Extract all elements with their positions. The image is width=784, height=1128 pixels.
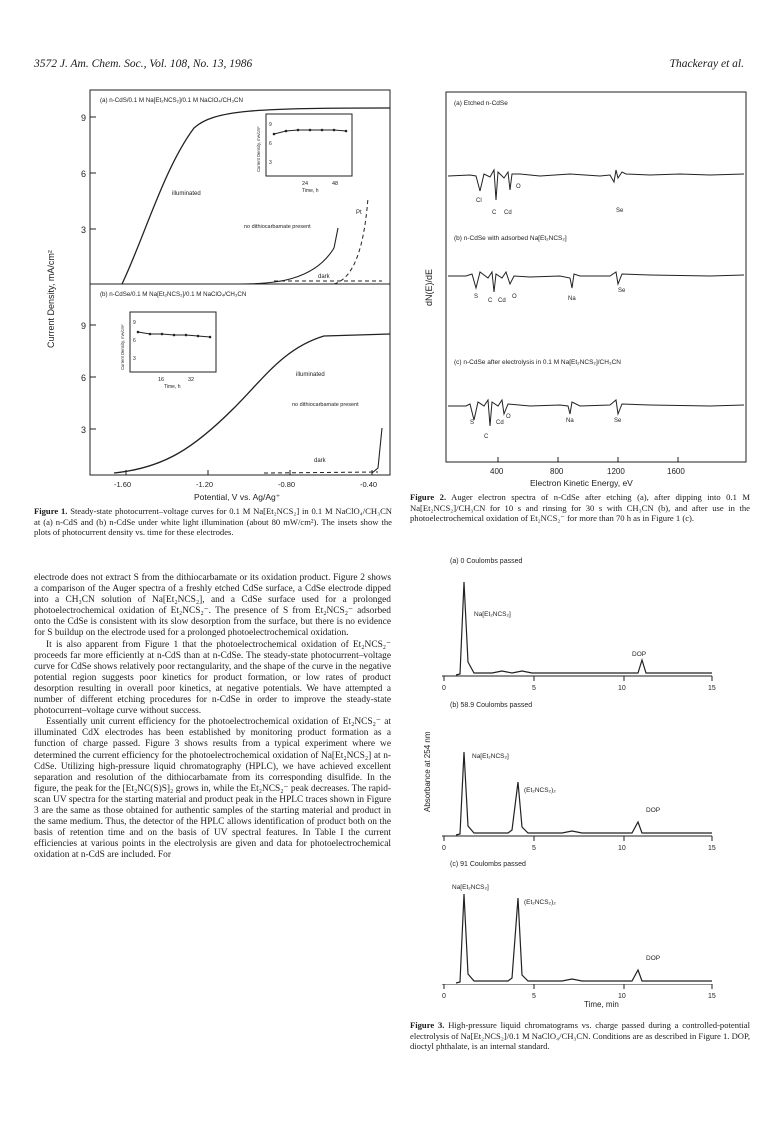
fig2b-peak-c: C bbox=[488, 298, 493, 304]
fig2a-peak-cd: Cd bbox=[504, 210, 512, 216]
fig1-ylabel: Current Density, mA/cm² bbox=[46, 250, 56, 348]
fig1b-label-no-dtc: no dithiocarbamate present bbox=[292, 402, 359, 408]
figure-2 bbox=[410, 88, 750, 488]
figure-2-caption bbox=[410, 492, 750, 524]
fig1a-label-dark: dark bbox=[318, 274, 330, 280]
running-header-right: Thackeray et al. bbox=[669, 58, 744, 70]
fig3c-label-dop: DOP bbox=[646, 955, 661, 962]
fig1a-label-pt: Pt bbox=[356, 210, 362, 216]
fig2a-peak-cl: Cl bbox=[476, 198, 482, 204]
fig1a-ytick: 6 bbox=[81, 169, 87, 179]
inset-b-ylabel: Current Density, mA/cm² bbox=[120, 324, 125, 370]
figure-3-caption bbox=[410, 1020, 750, 1052]
fig1-xtick: -1.60 bbox=[114, 480, 132, 489]
fig3c-label-na: Na[Et₂NCS₂] bbox=[452, 884, 489, 891]
fig2-xlabel: Electron Kinetic Energy, eV bbox=[530, 478, 633, 488]
inset-b-ytick: 6 bbox=[133, 338, 136, 344]
caption-label: Figure 2. bbox=[410, 492, 447, 502]
fig3b-xtick: 10 bbox=[618, 845, 626, 852]
fig3a-xtick: 0 bbox=[442, 685, 446, 692]
fig3a-label-dop: DOP bbox=[632, 651, 647, 658]
inset-b-xtick: 32 bbox=[188, 377, 195, 383]
fig2-xtick: 800 bbox=[550, 467, 564, 476]
fig3b-xtick: 15 bbox=[708, 845, 716, 852]
fig1a-label-illuminated: illuminated bbox=[172, 191, 201, 197]
fig3a-xtick: 10 bbox=[618, 685, 626, 692]
inset-a-ylabel: Current Density, mA/cm² bbox=[256, 126, 261, 172]
fig2c-peak-na: Na bbox=[566, 418, 574, 424]
body-text bbox=[34, 573, 391, 861]
fig3-xlabel: Time, min bbox=[584, 1000, 619, 1008]
paragraph: Essentially unit current efficiency for the photoelectrochemical oxidation of Et₂NCS₂⁻ at illuminated CdX electrodes has been established by monitoring product formation as a function of charge passed. Figure 3 shows results from a typical experiment where we determined the current efficiency for the photoelectrochemical oxidation of Na[Et₂NCS₂] at n-CdSe. Utilizing high-pressure liquid chromatography (HPLC), we have achieved excellent separation and resolution of the dithiocarbamate from its corresponding disulfide. In the figure, the peak for the [Et₂NC(S)S]₂ grows in, while the Et₂NCS₂⁻ peak decreases. The rapid-scan UV spectra for the starting material and product peak in the HPLC traces shown in Figure 3 are the same as those obtained for authentic samples of the starting material and product in the same medium. Thus, the detector of the HPLC allows identification of product both on the basis of retention time and on the basis of UV spectral features. In Table I the current efficiencies at various points in the electrolysis are given and data for photoelectrochemical oxidation at n-CdS are included. For bbox=[34, 717, 391, 861]
running-header-left: 3572 J. Am. Chem. Soc., Vol. 108, No. 13, 1986 bbox=[34, 58, 253, 70]
fig2b-peak-cd: Cd bbox=[498, 298, 506, 304]
fig3b-label-dimer: (Et₂NCS₂)₂ bbox=[524, 787, 556, 794]
fig1b-ytick: 6 bbox=[81, 373, 87, 383]
caption-text: Auger electron spectra of n-CdSe after etching (a), after dipping into 0.1 M Na[Et₂NCS₂]/CH₃CN for 10 s and rinsing for 30 s with CH₃CN (b), and after use in the photoelectrochemical oxidation of Et₂NCS₂⁻ for more than 70 h as in Figure 1 (c). bbox=[410, 492, 751, 524]
fig1a-ytick: 9 bbox=[81, 113, 87, 123]
fig1b-title: (b) n-CdSe/0.1 M Na[Et₂NCS₂]/0.1 M NaClO₄/CH₃CN bbox=[100, 291, 247, 298]
fig2c-peak-o: O bbox=[506, 414, 511, 420]
fig2a-peak-se: Se bbox=[616, 208, 624, 214]
fig3-ylabel: Absorbance at 254 nm bbox=[423, 731, 432, 812]
fig2-xtick: 400 bbox=[490, 467, 504, 476]
fig3c-xtick: 0 bbox=[442, 993, 446, 1000]
fig1b-label-illuminated: illuminated bbox=[296, 372, 325, 378]
fig2-xtick: 1200 bbox=[607, 467, 625, 476]
fig1a-label-no-dtc: no dithiocarbamate present bbox=[244, 224, 311, 230]
fig1-xtick: -1.20 bbox=[196, 480, 214, 489]
fig3b-label-dop: DOP bbox=[646, 807, 661, 814]
fig3b-label-na: Na[Et₂NCS₂] bbox=[472, 753, 509, 760]
inset-b-xtick: 16 bbox=[158, 377, 165, 383]
fig2c-peak-cd: Cd bbox=[496, 420, 504, 426]
figure-3 bbox=[412, 552, 752, 992]
fig3a-xtick: 15 bbox=[708, 685, 716, 692]
fig2-trace-a-title: (a) Etched n-CdSe bbox=[454, 100, 508, 107]
inset-a-xlabel: Time, h bbox=[302, 188, 319, 194]
fig3a-label-na: Na[Et₂NCS₂] bbox=[474, 611, 511, 618]
fig2b-peak-na: Na bbox=[568, 296, 576, 302]
inset-a-xtick: 48 bbox=[332, 181, 339, 187]
fig2b-peak-s: S bbox=[474, 294, 479, 300]
fig2c-peak-s: S bbox=[470, 420, 475, 426]
caption-text: High-pressure liquid chromatograms vs. charge passed during a controlled-potential electrolysis of Na[Et₂NCS₂]/0.1 M NaClO₄/CH₃CN. Conditions are as described in Figure 1. DOP, dioctyl phthalate, is an internal standard. bbox=[410, 1020, 750, 1052]
fig3c-label-dimer: (Et₂NCS₂)₂ bbox=[524, 899, 556, 906]
fig1-xlabel: Potential, V vs. Ag/Ag⁺ bbox=[194, 492, 281, 502]
fig1b-ytick: 9 bbox=[81, 321, 87, 331]
caption-text: Steady-state photocurrent–voltage curves for 0.1 M Na[Et₂NCS₂] in 0.1 M NaClO₄/CH₃CN at (a) n-CdS and (b) n-CdSe under white light illumination (about 80 mW/cm²). The insets show the plots of photocurrent density vs. time for these electrodes. bbox=[34, 506, 393, 538]
fig1-xtick: -0.40 bbox=[360, 480, 378, 489]
figure-1-caption bbox=[34, 506, 392, 538]
inset-b-ytick: 9 bbox=[133, 320, 136, 326]
fig1-xtick: -0.80 bbox=[278, 480, 296, 489]
fig2a-peak-c: C bbox=[492, 210, 497, 216]
fig2a-peak-o: O bbox=[516, 184, 521, 190]
fig1b-label-dark: dark bbox=[314, 458, 326, 464]
fig2-ylabel: dN(E)/dE bbox=[424, 268, 434, 306]
inset-a-xtick: 24 bbox=[302, 181, 309, 187]
inset-b-ytick: 3 bbox=[133, 356, 136, 362]
fig3c-title: (c) 91 Coulombs passed bbox=[450, 861, 526, 868]
fig2-trace-b-title: (b) n-CdSe with adsorbed Na[Et₂NCS₂] bbox=[454, 235, 567, 242]
fig1a-ytick: 3 bbox=[81, 225, 87, 235]
inset-b-xlabel: Time, h bbox=[164, 384, 181, 390]
inset-a-ytick: 6 bbox=[269, 141, 272, 147]
fig2c-peak-se: Se bbox=[614, 418, 622, 424]
figure-3-axis-c bbox=[412, 984, 752, 1008]
fig3c-xtick: 10 bbox=[618, 993, 626, 1000]
fig2-xtick: 1600 bbox=[667, 467, 685, 476]
fig3b-xtick: 0 bbox=[442, 845, 446, 852]
inset-a-ytick: 9 bbox=[269, 122, 272, 128]
fig2b-peak-o: O bbox=[512, 294, 517, 300]
fig1a-title: (a) n-CdS/0.1 M Na[Et₂NCS₂]/0.1 M NaClO₄/CH₃CN bbox=[100, 97, 243, 104]
paragraph: It is also apparent from Figure 1 that the photoelectrochemical oxidation of Et₂NCS₂⁻ proceeds far more efficiently at n-CdS than at n-CdSe. The steady-state photocurrent–voltage curve for CdSe shows relatively poor rectangularity, and the shape of the curve in the negative potential region suggests poor kinetics for product formation, or low rates of product desorption resulting in overall poor kinetics, at negative potentials. We have attempted a number of different etching procedures for n-CdSe in order to improve the steady-state photocurrent–voltage curve without success. bbox=[34, 639, 391, 717]
inset-a-ytick: 3 bbox=[269, 160, 272, 166]
fig3a-title: (a) 0 Coulombs passed bbox=[450, 558, 523, 565]
fig2b-peak-se: Se bbox=[618, 288, 626, 294]
fig3b-xtick: 5 bbox=[532, 845, 536, 852]
fig3a-xtick: 5 bbox=[532, 685, 536, 692]
fig2-trace-c-title: (c) n-CdSe after electrolysis in 0.1 M Na[Et₂NCS₂]/CH₃CN bbox=[454, 359, 621, 366]
fig3c-xtick: 15 bbox=[708, 993, 716, 1000]
paragraph: electrode does not extract S from the dithiocarbamate or its oxidation product. Figure 2 shows a comparison of the Auger spectra of a freshly etched CdSe surface, a CdSe electrode dipped into a CH₃CN solution of Na[Et₂NCS₂], and a CdSe surface used for a prolonged photoelectrochemical oxidation of Et₂NCS₂⁻. The presence of S from Et₂NCS₂⁻ adsorbed onto the CdSe is consistent with its slow desorption from the surface, but there is no evidence for S buildup on the electrode used for a prolonged photoelectrochemical oxidation. bbox=[34, 573, 391, 639]
fig2c-peak-c: C bbox=[484, 434, 489, 440]
fig3c-xtick: 5 bbox=[532, 993, 536, 1000]
fig1b-ytick: 3 bbox=[81, 425, 87, 435]
fig3b-title: (b) 58.9 Coulombs passed bbox=[450, 702, 533, 709]
figure-1 bbox=[34, 88, 394, 502]
caption-label: Figure 3. bbox=[410, 1020, 445, 1030]
caption-label: Figure 1. bbox=[34, 506, 68, 516]
